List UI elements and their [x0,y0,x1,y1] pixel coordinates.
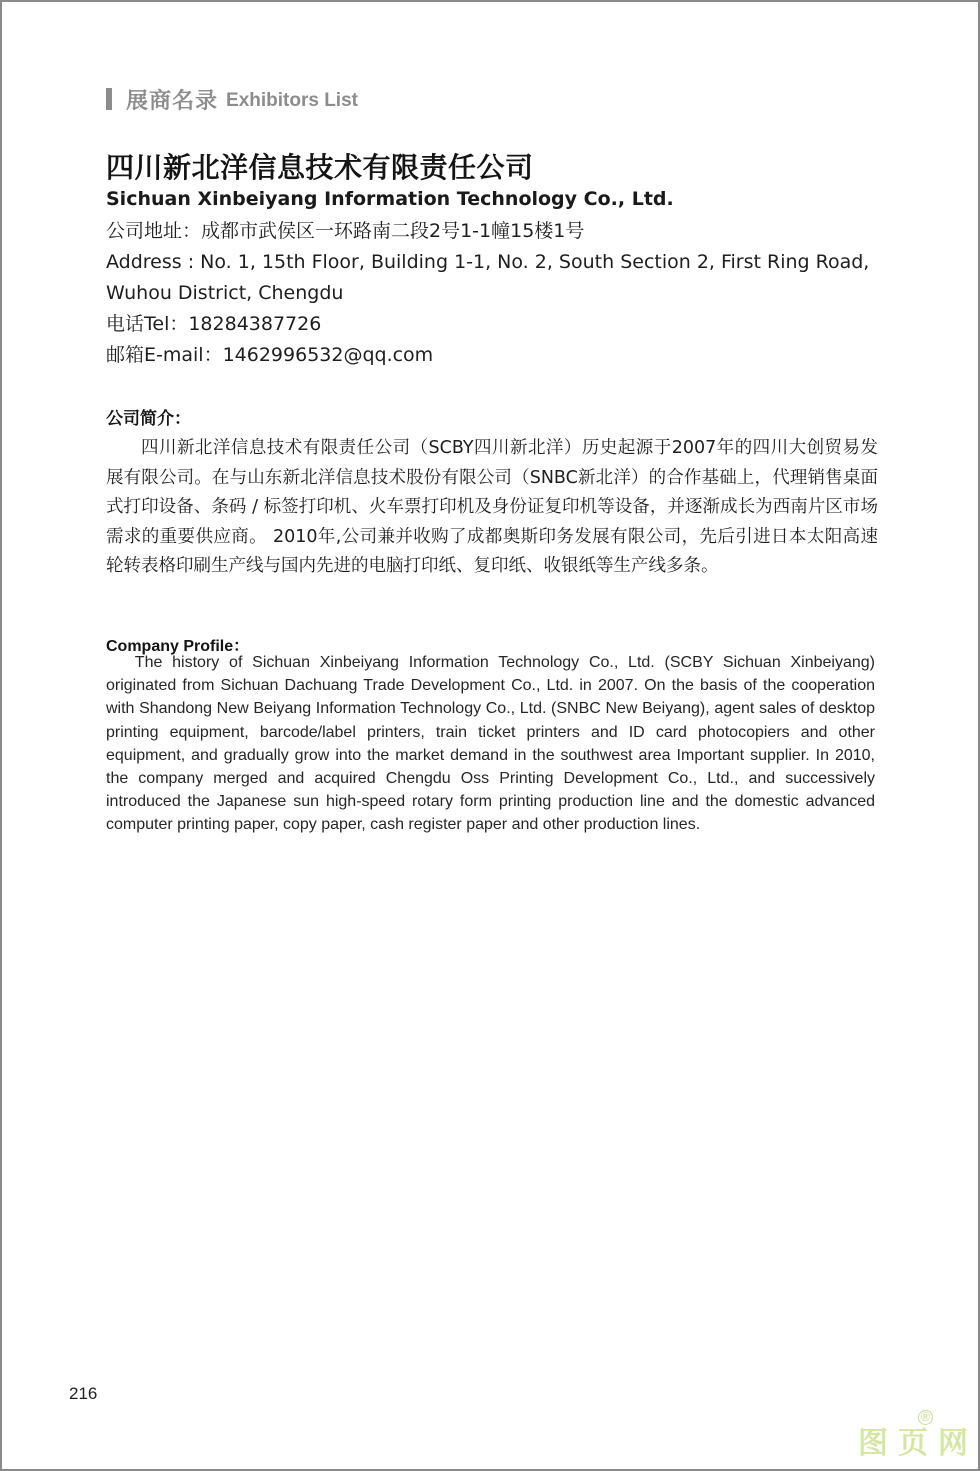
address-cn: 公司地址：成都市武侯区一环路南二段2号1-1幢15楼1号 [106,220,585,242]
watermark-text: 图页网 [858,1426,978,1461]
profile-cn-paragraph: 四川新北洋信息技术有限责任公司（SCBY四川新北洋）历史起源于2007年的四川大创贸易发展有限公司。在与山东新北洋信息技术股份有限公司（SNBC新北洋）的合作基础上，代理销售桌面式打印设备、条码 / 标签打印机、火车票打印机及身份证复印机等设备，并逐渐成长为西南片区市场需求的重要供应商。 2010年,公司兼并收购了成都奥斯印务发展有限公司，先后引进日本太阳高速轮转表格印刷生产线与国内先进的电脑打印纸、复印纸、收银纸等生产线多条。 [106,438,878,576]
header-bar-decoration [106,88,112,110]
profile-en-paragraph: The history of Sichuan Xinbeiyang Information Technology Co., Ltd. (SCBY Sichuan Xinbeiyang) originated from Sichuan Dachuang Trade Development Co., Ltd. in 2007. On the basis of the cooperation with Shandong New Beiyang Information Technology Co., Ltd. (SNBC New Beiyang), agent sales of desktop printing equipment, barcode/label printers, train ticket printers and ID card photocopiers and other equipment, and gradually grow into the market demand in the southwest area Important supplier. In 2010, the company merged and acquired Chengdu Oss Printing Development Co., Ltd., and successively introduced the Japanese sun high-speed rotary form printing production line and the domestic advanced computer printing paper, copy paper, cash register paper and other production lines. [106,654,875,834]
profile-en-heading: Company Profile： [106,638,250,655]
header-title-en: Exhibitors List [226,89,358,111]
company-name-en: Sichuan Xinbeiyang Information Technology Co., Ltd. [106,188,674,210]
header-title-cn: 展商名录 [126,88,219,114]
company-name-cn: 四川新北洋信息技术有限责任公司 [106,151,534,184]
address-en-line-1: Address : No. 1, 15th Floor, Building 1-1, No. 2, South Section 2, First Ring Road, [106,251,870,273]
email: 邮箱E-mail：1462996532@qq.com [106,344,434,366]
contact-info [106,216,886,371]
page-number: 216 [69,1384,98,1403]
registered-mark-icon: ® [919,1410,932,1424]
section-header [106,84,358,114]
profile-cn-heading: 公司简介： [106,409,191,429]
address-en-line-2: Wuhou District, Chengdu [106,282,344,304]
watermark-logo [858,1410,978,1462]
telephone: 电话Tel：18284387726 [106,313,322,335]
